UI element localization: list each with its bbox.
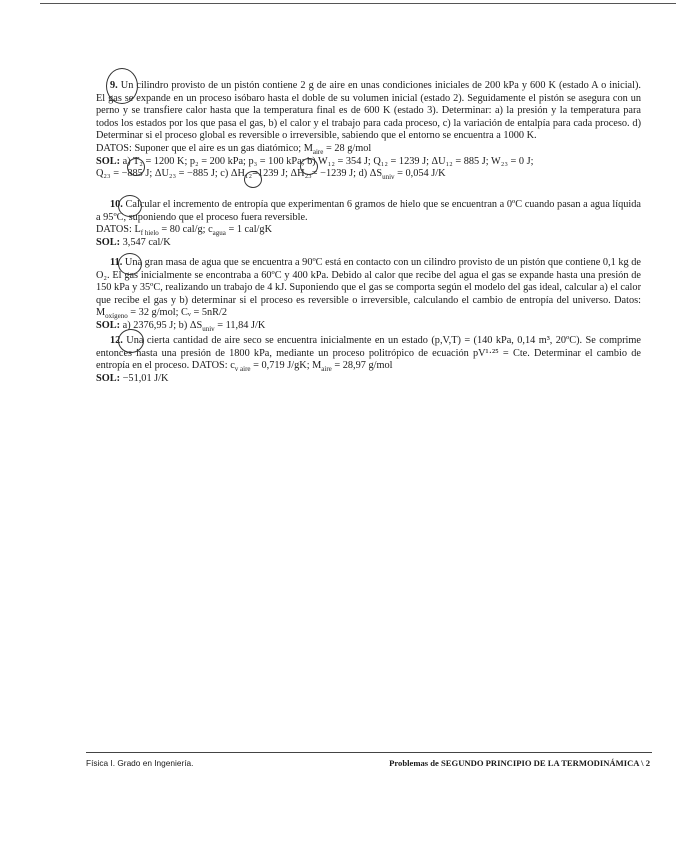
top-edge-line [40, 3, 676, 4]
problem-9-number: 9. [110, 80, 118, 91]
problem-12-number: 12. [110, 335, 123, 346]
problem-11 [96, 257, 641, 333]
problem-9 [96, 80, 641, 181]
footer-title: Problemas de SEGUNDO PRINCIPIO DE LA TERMODINÁMICA \ 2 [389, 758, 650, 768]
problem-9-datos: DATOS: Suponer que el aire es un gas diatómico; $M_{aire} = 28$ g/mol [96, 142, 372, 157]
problem-9-statement [96, 80, 641, 143]
problem-11-statement: 11. Una gran masa de agua que se encuentra a 90ºC está en contacto con un cilindro provisto de un pistón que contiene 0,1 kg de O₂. El gas inicialmente se encontraba a 60ºC y 400 kPa. Debido al calor que recibe del agua el gas se expande hasta una presión de 150 kPa y 35ºC, realizando un trabajo de 4 kJ. Suponiendo que el gas se comporta según el modelo del gas ideal, calcular a) el calor que recibe el gas y b) determinar si el proceso es reversible o irreversible, calculando el cambio de entropía del universo. Datos: $M_{oxígeno} = 32$ g/mol; Cᵥ = 5nR/2 [96, 257, 641, 321]
problem-9-solution: SOL: a) T₂ = 1200 K; p₂ = 200 kPa; p₃ = 100 kPa; b) W₁₂ = 354 J; Q₁₂ = 1239 J; ΔU₁₂ = 885 J; W₂₃ = 0 J; [96, 155, 534, 167]
problem-10 [96, 199, 641, 249]
problem-11-number: 11. [110, 257, 123, 268]
problem-10-solution: SOL: 3,547 cal/K [96, 236, 171, 248]
problem-10-text: Calcular el incremento de entropía que experimentan 6 gramos de hielo que se encuentran a 0ºC cuando pasan a agua líquida a 95ºC, suponiendo que el proceso fuera reversible. [96, 199, 641, 223]
problem-12 [96, 335, 641, 385]
problem-9-text: Un cilindro provisto de un pistón contiene 2 g de aire en unas condiciones iniciales de 200 kPa y 600 K (estado A o inicial). El gas se expande en un proceso isóbaro hasta el doble de su volumen inicial (estado 2). Seguidamente el pistón se asegura con un perno y se transfiere calor hasta que la temperatura final es de 600 K (estado 3). Determinar: a) la presión y la temperatura para todos los estados por los que pasa el gas, b) el calor y el trabajo para cada proceso, c) la variación de entalpía para cada proceso. d) Determinar si el proceso global es reversible o irreversible, sabiendo que el entorno se encuentra a 1000 K. [96, 80, 641, 142]
problem-11-text: Una gran masa de agua que se encuentra a 90ºC está en contacto con un cilindro provisto de un pistón que contiene 0,1 kg de O₂. El gas inicialmente se encontraba a 60ºC y 400 kPa. Debido al calor que recibe del agua el gas se expande hasta una presión de 150 kPa y 35ºC, realizando un trabajo de 4 kJ. Suponiendo que el gas se comporta según el modelo del gas ideal, calcular a) el calor que recibe el gas y b) determinar si el proceso es reversible o irreversible, calculando el cambio de entropía del universo. Datos: M [96, 257, 641, 319]
problem-10-datos: DATOS: $L_{f hielo} = 80$ cal/g; $c_{agua} = 1$ cal/gK [96, 224, 272, 238]
problem-12-text: Una cierta cantidad de aire seco se encuentra inicialmente en un estado (p,V,T) = (140 kPa, 0,14 m³, 20ºC). Se comprime entonces hasta una presión de 1800 kPa, mediante un proceso politrópico de ecuación pV¹·²⁵ = Cte. Determinar el cambio de entropía en el proceso. DATOS: c [96, 335, 641, 372]
problem-12-statement: 12. Una cierta cantidad de aire seco se encuentra inicialmente en un estado (p,V,T) = (140 kPa, 0,14 m³, 20ºC). Se comprime entonces hasta una presión de 1800 kPa, mediante un proceso politrópico de ecuación pV¹·²⁵ = Cte. Determinar el cambio de entropía en el proceso. DATOS: $c_{v aire} = 0,719$ J/gK; $M_{aire} = 28,97$ g/mol [96, 335, 641, 374]
problem-9-solution-cont: Q₂₃ = −885 J; ΔU₂₃ = −885 J; c) ΔH₁₂=1239 J; ΔH₂₃= −1239 J; d) $\Delta S_{univ} = 0,054$ J/K [96, 168, 446, 182]
footer-rule [86, 752, 652, 753]
problem-11-solution: SOL: a) 2376,95 J; b) $\Delta S_{univ} = 11,84$ J/K [96, 319, 266, 334]
problem-12-solution: SOL: −51,01 J/K [96, 372, 169, 384]
footer-course: Física I. Grado en Ingeniería. [86, 758, 194, 768]
problem-10-number: 10. [110, 199, 123, 210]
problem-10-statement [96, 199, 641, 224]
